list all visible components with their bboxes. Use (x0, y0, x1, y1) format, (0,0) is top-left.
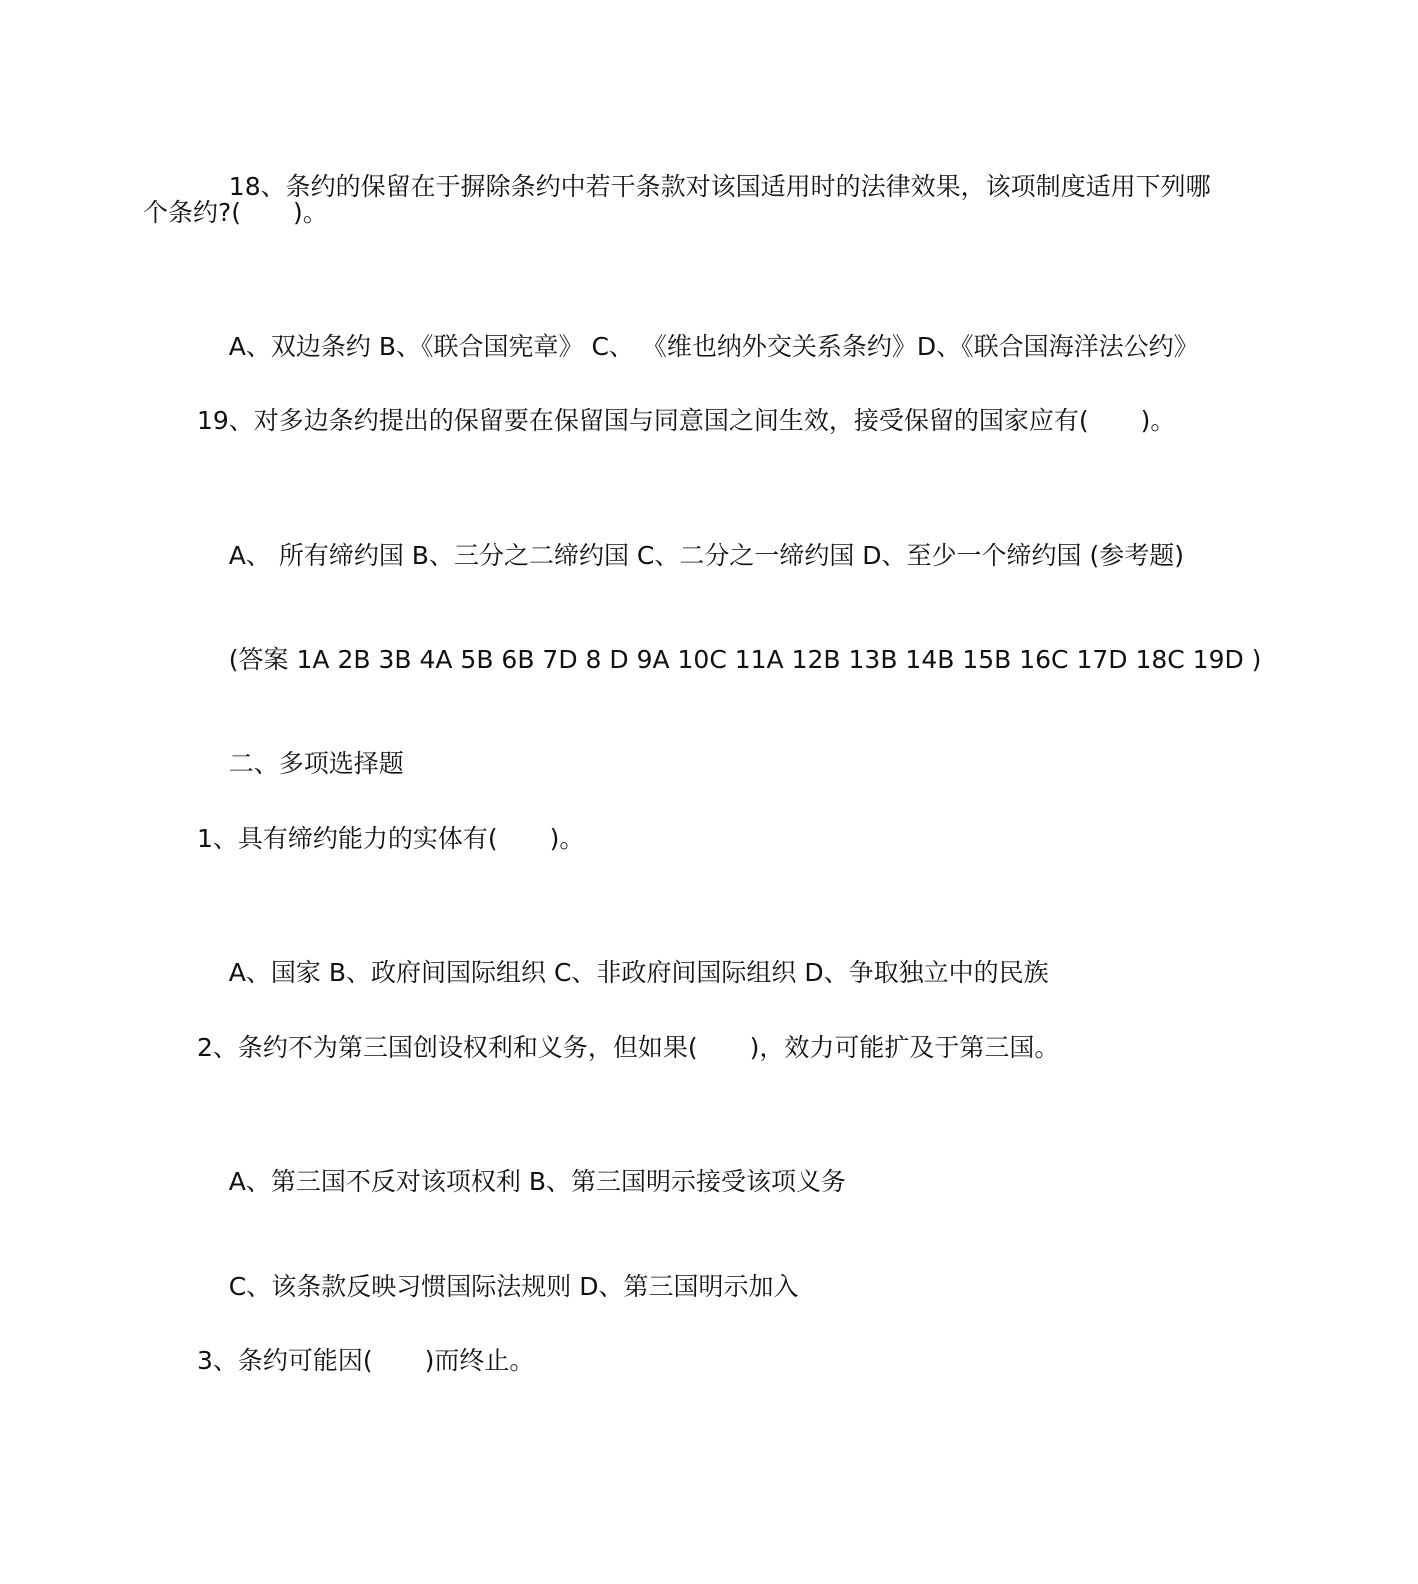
question-18-line-1 (197, 142, 1211, 232)
options-text: A、第三国不反对该项权利 B、第三国明示接受该项义务 (228, 1167, 846, 1196)
answer-key (197, 615, 1261, 705)
multi-question-2-end: )，效力可能扩及于第三国。 (749, 1033, 1060, 1062)
section-title-text: 二、多项选择题 (228, 749, 404, 778)
multi-question-1 (197, 824, 584, 854)
question-19-text: 19、对多边条约提出的保留要在保留国与同意国之间生效，接受保留的国家应有( (197, 406, 1089, 435)
question-18-line-2 (143, 198, 328, 228)
multi-question-2-text: 2、条约不为第三国创设权利和义务，但如果( (197, 1033, 698, 1062)
multi-question-3 (197, 1346, 534, 1376)
options-text: A、 所有缔约国 B、三分之二缔约国 C、二分之一缔约国 D、至少一个缔约国 (参考题) (228, 541, 1185, 570)
multi-question-2 (197, 1033, 1059, 1063)
section-title (197, 719, 404, 809)
question-19-end: )。 (1140, 406, 1176, 435)
options-text: A、国家 B、政府间国际组织 C、非政府间国际组织 D、争取独立中的民族 (228, 958, 1049, 987)
multi-question-1-text: 1、具有缔约能力的实体有( (197, 824, 498, 853)
multi-question-3-text: 3、条约可能因( (197, 1346, 373, 1375)
question-18-text: 18、条约的保留在于摒除条约中若干条款对该国适用时的法律效果，该项制度适用下列哪 (228, 172, 1211, 201)
multi-question-1-options (197, 928, 1049, 1018)
question-19 (197, 406, 1175, 436)
multi-question-2-options-cd (197, 1242, 798, 1332)
multi-question-3-end: )而终止。 (424, 1346, 535, 1375)
question-19-options (197, 511, 1184, 601)
options-text: C、该条款反映习惯国际法规则 D、第三国明示加入 (228, 1272, 799, 1301)
question-18-continuation: 个条约?( (143, 198, 242, 227)
multi-question-2-options-ab (197, 1137, 846, 1227)
multi-question-1-end: )。 (549, 824, 585, 853)
answer-key-text: (答案 1A 2B 3B 4A 5B 6B 7D 8 D 9A 10C 11A 12B 13B 14B 15B 16C 17D 18C 19D ) (228, 645, 1262, 674)
question-18-end: )。 (293, 198, 328, 227)
options-text: A、双边条约 B、《联合国宪章》 C、 《维也纳外交关系条约》D、《联合国海洋法公约》 (228, 332, 1199, 361)
question-18-options (197, 302, 1199, 392)
